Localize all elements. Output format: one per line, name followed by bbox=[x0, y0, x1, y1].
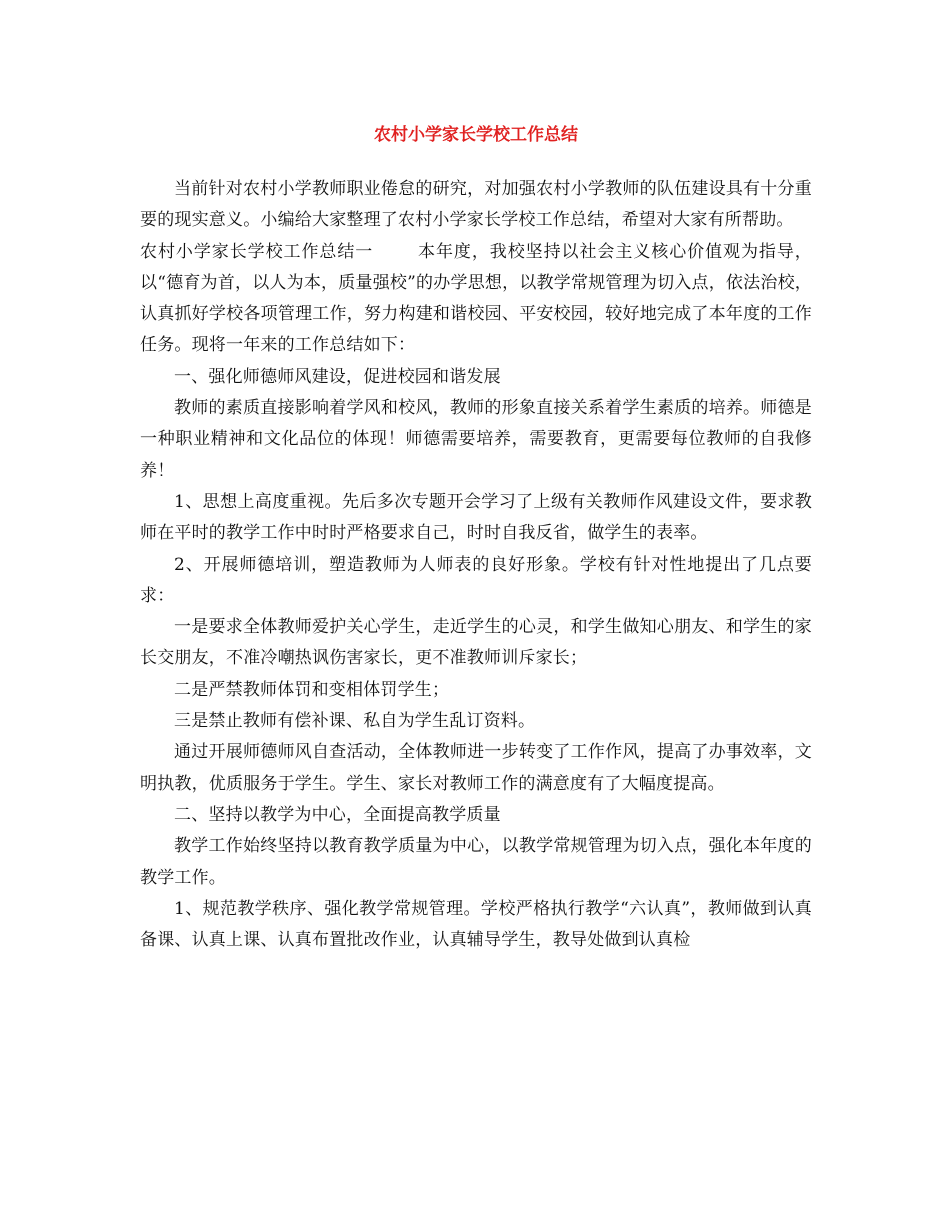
section-one-heading: 农村小学家长学校工作总结一 bbox=[140, 241, 374, 262]
body-paragraph: 通过开展师德师风自查活动，全体教师进一步转变了工作作风，提高了办事效率，文明执教，优质服务于学生。学生、家长对教师工作的满意度有了大幅度提高。 bbox=[140, 742, 812, 794]
intro-paragraph: 当前针对农村小学教师职业倦怠的研究，对加强农村小学教师的队伍建设具有十分重要的现实意义。小编给大家整理了农村小学家长学校工作总结，希望对大家有所帮助。 bbox=[140, 179, 812, 231]
section-heading-teaching: 二、坚持以教学为中心，全面提高教学质量 bbox=[174, 804, 501, 825]
section-one-text: 本年度，我校坚持以社会主义核心价值观为指导，以“德育为首，以人为本，质量强校”的办学思想，以教学常规管理为切入点，依法治校，认真抓好学校各项管理工作，努力构建和谐校园、平安校园，较好地完成了本年度的工作任务。现将一年来的工作总结如下： bbox=[140, 241, 812, 356]
section-heading-morality: 一、强化师德师风建设，促进校园和谐发展 bbox=[174, 366, 501, 387]
section-one-paragraph bbox=[140, 237, 812, 362]
body-paragraph: 1、思想上高度重视。先后多次专题开会学习了上级有关教师作风建设文件，要求教师在平时的教学工作中时时严格要求自己，时时自我反省，做学生的表率。 bbox=[140, 491, 812, 544]
body-paragraph: 二是严禁教师体罚和变相体罚学生； bbox=[174, 679, 450, 700]
body-paragraph: 1、规范教学秩序、强化教学常规管理。学校严格执行教学“六认真”，教师做到认真备课、认真上课、认真布置批改作业，认真辅导学生，教导处做到认真检 bbox=[140, 898, 812, 951]
body-paragraph: 教学工作始终坚持以教育教学质量为中心，以教学常规管理为切入点，强化本年度的教学工作。 bbox=[140, 836, 812, 888]
body-paragraph: 教师的素质直接影响着学风和校风，教师的形象直接关系着学生素质的培养。师德是一种职业精神和文化品位的体现！师德需要培养，需要教育，更需要每位教师的自我修养！ bbox=[140, 398, 812, 481]
body-paragraph: 2、开展师德培训，塑造教师为人师表的良好形象。学校有针对性地提出了几点要求： bbox=[140, 554, 812, 606]
body-paragraph: 三是禁止教师有偿补课、私自为学生乱订资料。 bbox=[174, 711, 536, 732]
body-paragraph: 一是要求全体教师爱护关心学生，走近学生的心灵，和学生做知心朋友、和学生的家长交朋友，不准冷嘲热讽伤害家长，更不准教师训斥家长； bbox=[140, 617, 812, 669]
document-title: 农村小学家长学校工作总结 bbox=[374, 125, 578, 145]
document-page bbox=[140, 118, 812, 956]
